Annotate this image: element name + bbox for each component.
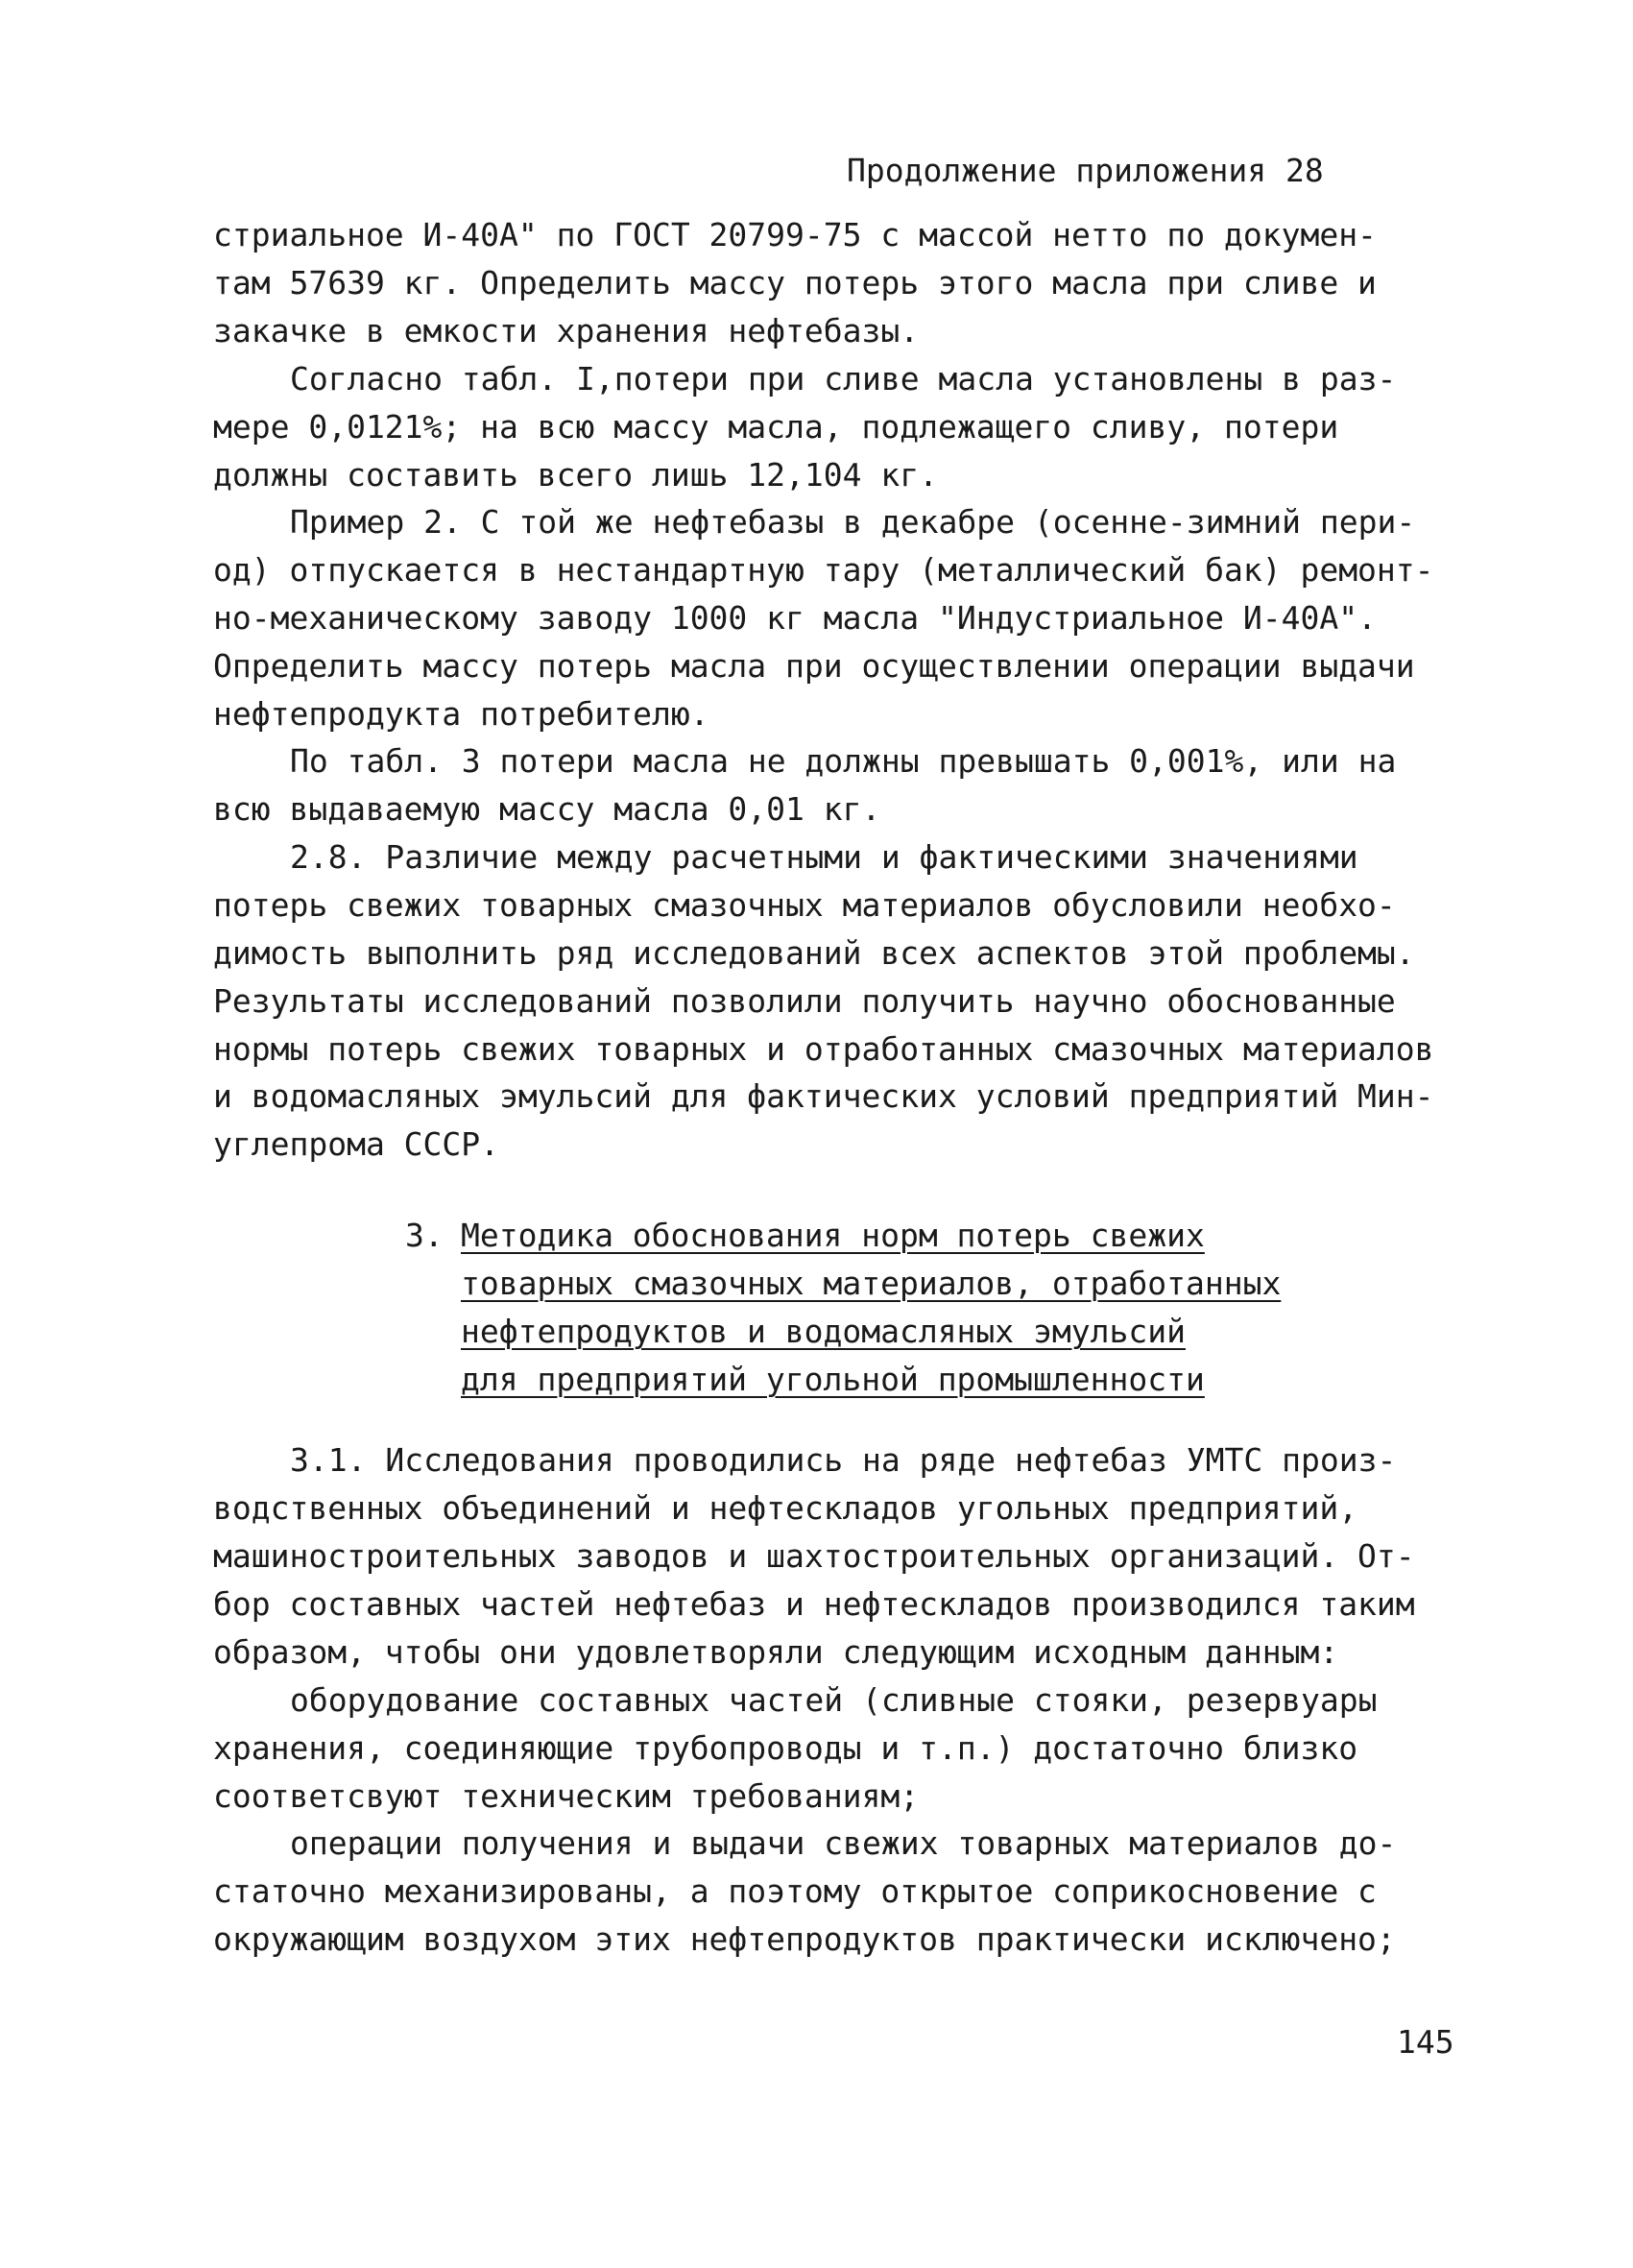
paragraph-3-line-1: Пример 2. С той же нефтебазы в декабре (осенне-зимний пери- [290,503,1416,541]
page-number: 145 [1397,2023,1454,2061]
section-number: 3. [405,1217,444,1254]
paragraph-1-line-3: закачке в емкости хранения нефтебазы. [213,312,920,350]
paragraph-4-line-1: По табл. 3 потери масла не должны превышать 0,001%, или на [290,742,1397,780]
paragraph-5-line-2: потерь свежих товарных смазочных материалов обусловили необхо- [213,886,1396,924]
paragraph-3-line-2: од) отпускается в нестандартную тару (металлический бак) ремонт- [213,551,1434,589]
paragraph-6-line-1: 3.1. Исследования проводились на ряде нефтебаз УМТС произ- [290,1441,1397,1479]
paragraph-8-line-2: статочно механизированы, а поэтому открытое соприкосновение с [213,1872,1377,1910]
paragraph-3-line-4: Определить массу потерь масла при осуществлении операции выдачи [213,647,1415,685]
page-header: Продолжение приложения 28 [847,152,1324,189]
paragraph-1-line-1: стриальное И-40А" по ГОСТ 20799-75 с массой нетто по докумен- [213,216,1377,253]
paragraph-3-line-3: но-механическому заводу 1000 кг масла "Индустриальное И-40А". [213,599,1377,637]
section-title-line-2: товарных смазочных материалов, отработанных [461,1265,1282,1302]
section-title-line-3: нефтепродуктов и водомасляных эмульсий [461,1313,1186,1350]
paragraph-2-line-1: Согласно табл. I,потери при сливе масла установлены в раз- [290,360,1397,398]
paragraph-6-line-2: водственных объединений и нефтескладов угольных предприятий, [213,1489,1358,1527]
section-title-line-4: для предприятий угольной промышленности [461,1361,1205,1398]
paragraph-2-line-2: мере 0,0121%; на всю массу масла, подлежащего сливу, потери [213,408,1339,446]
paragraph-7-line-2: хранения, соединяющие трубопроводы и т.п.) достаточно близко [213,1729,1358,1767]
paragraph-2-line-3: должны составить всего лишь 12,104 кг. [213,456,938,494]
paragraph-8-line-3: окружающим воздухом этих нефтепродуктов практически исключено; [213,1920,1396,1958]
paragraph-5-line-3: димость выполнить ряд исследований всех аспектов этой проблемы. [213,934,1415,972]
paragraph-6-line-5: образом, чтобы они удовлетворяли следующим исходным данным: [213,1633,1339,1671]
paragraph-5-line-5: нормы потерь свежих товарных и отработанных смазочных материалов [213,1030,1434,1068]
paragraph-5-line-7: углепрома СССР. [213,1125,500,1163]
paragraph-8-line-1: операции получения и выдачи свежих товарных материалов до- [290,1824,1397,1862]
paragraph-5-line-1: 2.8. Различие между расчетными и фактическими значениями [290,838,1358,876]
paragraph-7-line-1: оборудование составных частей (сливные стояки, резервуары [290,1681,1378,1719]
paragraph-1-line-2: там 57639 кг. Определить массу потерь этого масла при сливе и [213,264,1377,302]
paragraph-6-line-3: машиностроительных заводов и шахтостроительных организаций. От- [213,1537,1415,1575]
paragraph-3-line-5: нефтепродукта потребителю. [213,695,709,733]
paragraph-4-line-2: всю выдаваемую массу масла 0,01 кг. [213,790,881,828]
paragraph-5-line-6: и водомасляных эмульсий для фактических условий предприятий Мин- [213,1077,1434,1115]
paragraph-6-line-4: бор составных частей нефтебаз и нефтескладов производился таким [213,1585,1415,1623]
section-title-line-1: Методика обоснования норм потерь свежих [461,1217,1205,1254]
paragraph-5-line-4: Результаты исследований позволили получить научно обоснованные [213,982,1396,1020]
paragraph-7-line-3: соответсвуют техническим требованиям; [213,1777,920,1815]
